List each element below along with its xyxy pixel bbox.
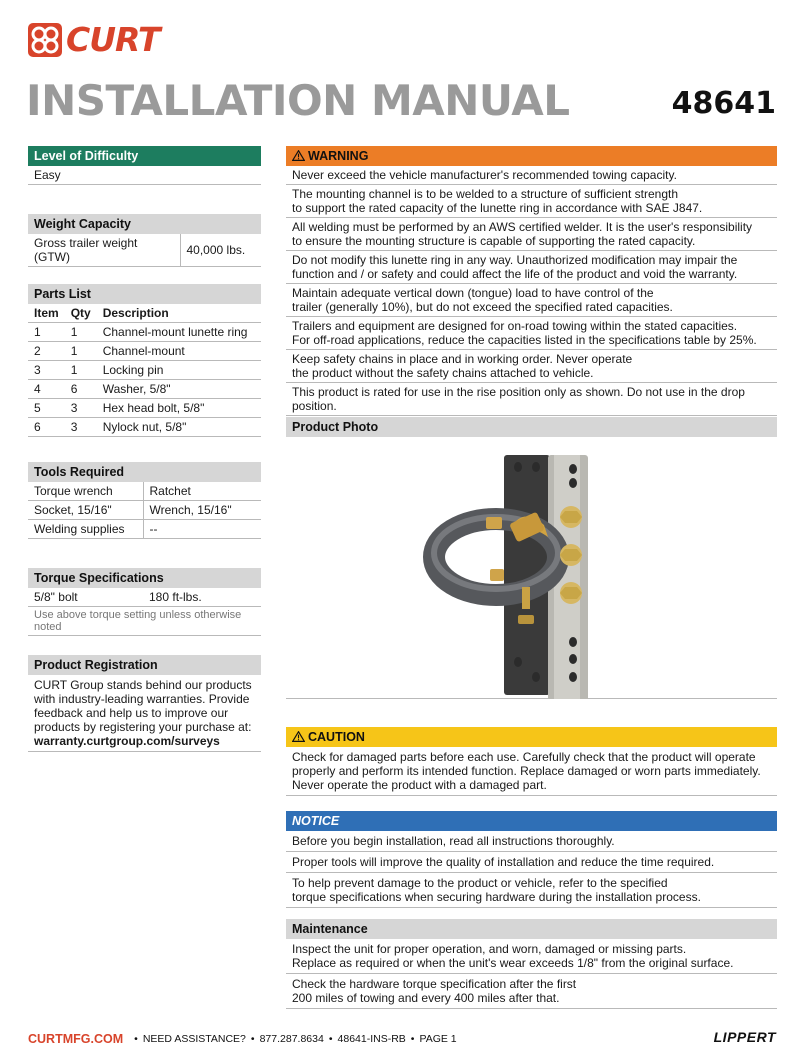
registration-text: CURT Group stands behind our products with industry-leading warranties. Provide feedback and help us to improve our products by registering your purchase at:: [34, 678, 252, 734]
warning-line: This product is rated for use in the rise position only as shown. Do not use in the drop position.: [292, 385, 745, 413]
warning-line: Do not modify this lunette ring in any way. Unauthorized modification may impair the: [292, 253, 738, 267]
warning-item: [286, 383, 777, 416]
weight-header: Weight Capacity: [28, 214, 261, 234]
cell: Channel-mount: [97, 342, 261, 361]
photo-section: [286, 417, 777, 699]
curt-logo-icon: [28, 23, 62, 57]
maintenance-line: Inspect the unit for proper operation, and worn, damaged or missing parts.: [292, 942, 687, 956]
tools-section: [28, 462, 261, 539]
table-row: [28, 361, 261, 380]
cell: 2: [28, 342, 65, 361]
footer-separator: •: [134, 1033, 138, 1045]
cell: Channel-mount lunette ring: [97, 323, 261, 342]
cell: 3: [28, 361, 65, 380]
col-description: Description: [97, 304, 261, 323]
cell: Welding supplies: [28, 520, 143, 539]
cell: 3: [65, 418, 97, 437]
notice-section: [286, 811, 777, 908]
caution-body: [286, 747, 777, 796]
cell: Socket, 15/16": [28, 501, 143, 520]
caution-line: Check for damaged parts before each use. Carefully check that the product will operate: [292, 750, 756, 764]
warning-line: to ensure the mounting structure is capable of supporting the rated capacity.: [292, 234, 696, 248]
tools-header: Tools Required: [28, 462, 261, 482]
warning-title: WARNING: [308, 149, 369, 163]
warning-line: Keep safety chains in place and in working order. Never operate: [292, 352, 633, 366]
maintenance-header: Maintenance: [286, 919, 777, 939]
parts-section: [28, 284, 261, 437]
warning-item: [286, 185, 777, 218]
footer-separator: •: [250, 1033, 255, 1045]
weight-section: [28, 214, 261, 267]
cell: --: [143, 520, 261, 539]
torque-section: [28, 568, 261, 636]
warning-line: the product without the safety chains attached to vehicle.: [292, 366, 594, 380]
parts-header: Parts List: [28, 284, 261, 304]
table-row: [28, 234, 261, 267]
maintenance-line: Check the hardware torque specification after the first: [292, 977, 577, 991]
warning-item: [286, 317, 777, 350]
cell: Hex head bolt, 5/8": [97, 399, 261, 418]
weight-label: Gross trailer weight (GTW): [28, 234, 180, 267]
torque-note: Use above torque setting unless otherwise noted: [28, 607, 261, 636]
col-item: Item: [28, 304, 65, 323]
table-row: [28, 418, 261, 437]
torque-item: 5/8" bolt: [28, 588, 143, 607]
warning-item: [286, 166, 777, 185]
notice-item: [286, 831, 777, 852]
warning-item: [286, 350, 777, 383]
notice-line: torque specifications when securing hardware during the installation process.: [292, 890, 701, 904]
footer-separator: •: [410, 1033, 415, 1045]
maintenance-item: [286, 939, 777, 974]
notice-line: To help prevent damage to the product or vehicle, refer to the specified: [292, 876, 668, 890]
notice-line: Proper tools will improve the quality of installation and reduce the time required.: [292, 855, 715, 869]
registration-link[interactable]: warranty.curtgroup.com/surveys: [34, 734, 220, 748]
col-qty: Qty: [65, 304, 97, 323]
cell: Ratchet: [143, 482, 261, 501]
table-row: [28, 588, 261, 607]
maintenance-line: Replace as required or when the unit's wear exceeds 1/8" from the original surface.: [292, 956, 734, 970]
table-row: [28, 482, 261, 501]
warning-line: Maintain adequate vertical down (tongue) load to have control of the: [292, 286, 654, 300]
cell: Torque wrench: [28, 482, 143, 501]
parts-table-header: [28, 304, 261, 323]
warning-triangle-icon: [292, 150, 305, 161]
cell: Wrench, 15/16": [143, 501, 261, 520]
footer-doc-code: 48641-INS-RB: [337, 1033, 406, 1045]
footer-page: PAGE 1: [419, 1033, 457, 1045]
warning-line: function and / or safety and could affect the life of the product and void the warranty.: [292, 267, 738, 281]
notice-line: Before you begin installation, read all instructions thoroughly.: [292, 834, 615, 848]
notice-item: [286, 852, 777, 873]
cell: 1: [28, 323, 65, 342]
maintenance-item: [286, 974, 777, 1009]
cell: Nylock nut, 5/8": [97, 418, 261, 437]
warning-line: Trailers and equipment are designed for on-road towing within the stated capacities.: [292, 319, 738, 333]
cell: 6: [28, 418, 65, 437]
brand-name: CURT: [66, 20, 160, 59]
footer-separator: •: [328, 1033, 333, 1045]
footer: [28, 1031, 776, 1047]
footer-assist: NEED ASSISTANCE?: [142, 1033, 246, 1045]
cell: Locking pin: [97, 361, 261, 380]
caution-header: [286, 727, 777, 747]
lunette-ring-image: [286, 437, 777, 699]
warning-line: The mounting channel is to be welded to a structure of sufficient strength: [292, 187, 679, 201]
table-row: [28, 380, 261, 399]
lippert-logo: LIPPERT: [713, 1029, 776, 1045]
maintenance-section: [286, 919, 777, 1009]
cell: 5: [28, 399, 65, 418]
caution-triangle-icon: [292, 731, 305, 742]
torque-table: [28, 588, 261, 607]
warning-line: to support the rated capacity of the lunette ring in accordance with SAE J847.: [292, 201, 703, 215]
warning-line: trailer (generally 10%), but do not exceed the specified rated capacities.: [292, 300, 673, 314]
warning-line: All welding must be performed by an AWS certified welder. It is the user's responsibility: [292, 220, 753, 234]
cell: Washer, 5/8": [97, 380, 261, 399]
cell: 3: [65, 399, 97, 418]
table-row: [28, 323, 261, 342]
cell: 6: [65, 380, 97, 399]
cell: 1: [65, 361, 97, 380]
notice-header: NOTICE: [286, 811, 777, 831]
parts-table: [28, 304, 261, 437]
warning-line: For off-road applications, reduce the capacities listed in the specifications table by 25%.: [292, 333, 757, 347]
caution-line: properly and perform its intended function. Replace damaged or worn parts immediately.: [292, 764, 761, 778]
difficulty-header: Level of Difficulty: [28, 146, 261, 166]
caution-section: [286, 727, 777, 796]
warning-header: [286, 146, 777, 166]
page-title: INSTALLATION MANUAL: [26, 76, 570, 125]
table-row: [28, 399, 261, 418]
photo-header: Product Photo: [286, 417, 777, 437]
cell: 1: [65, 323, 97, 342]
table-row: [28, 342, 261, 361]
table-row: [28, 520, 261, 539]
curt-logo: [28, 20, 159, 59]
notice-item: [286, 873, 777, 908]
footer-site-link[interactable]: CURTMFG.COM: [28, 1032, 124, 1046]
cell: 1: [65, 342, 97, 361]
registration-section: [28, 655, 261, 752]
warning-item: [286, 251, 777, 284]
torque-header: Torque Specifications: [28, 568, 261, 588]
caution-line: Never operate the product with a damaged part.: [292, 778, 547, 792]
difficulty-value: Easy: [28, 166, 261, 185]
registration-header: Product Registration: [28, 655, 261, 675]
maintenance-line: 200 miles of towing and every 400 miles after that.: [292, 991, 560, 1005]
cell: 4: [28, 380, 65, 399]
registration-body: [28, 675, 261, 752]
weight-value: 40,000 lbs.: [180, 234, 261, 267]
warning-line: Never exceed the vehicle manufacturer's recommended towing capacity.: [292, 168, 677, 182]
tools-table: [28, 482, 261, 539]
table-row: [28, 501, 261, 520]
torque-value: 180 ft-lbs.: [143, 588, 261, 607]
warning-section: [286, 146, 777, 416]
product-photo: [286, 437, 777, 699]
footer-phone[interactable]: 877.287.8634: [259, 1033, 324, 1045]
warning-item: [286, 218, 777, 251]
weight-table: [28, 234, 261, 267]
caution-title: CAUTION: [308, 730, 365, 744]
difficulty-section: [28, 146, 261, 185]
part-number: 48641: [671, 86, 776, 121]
warning-item: [286, 284, 777, 317]
